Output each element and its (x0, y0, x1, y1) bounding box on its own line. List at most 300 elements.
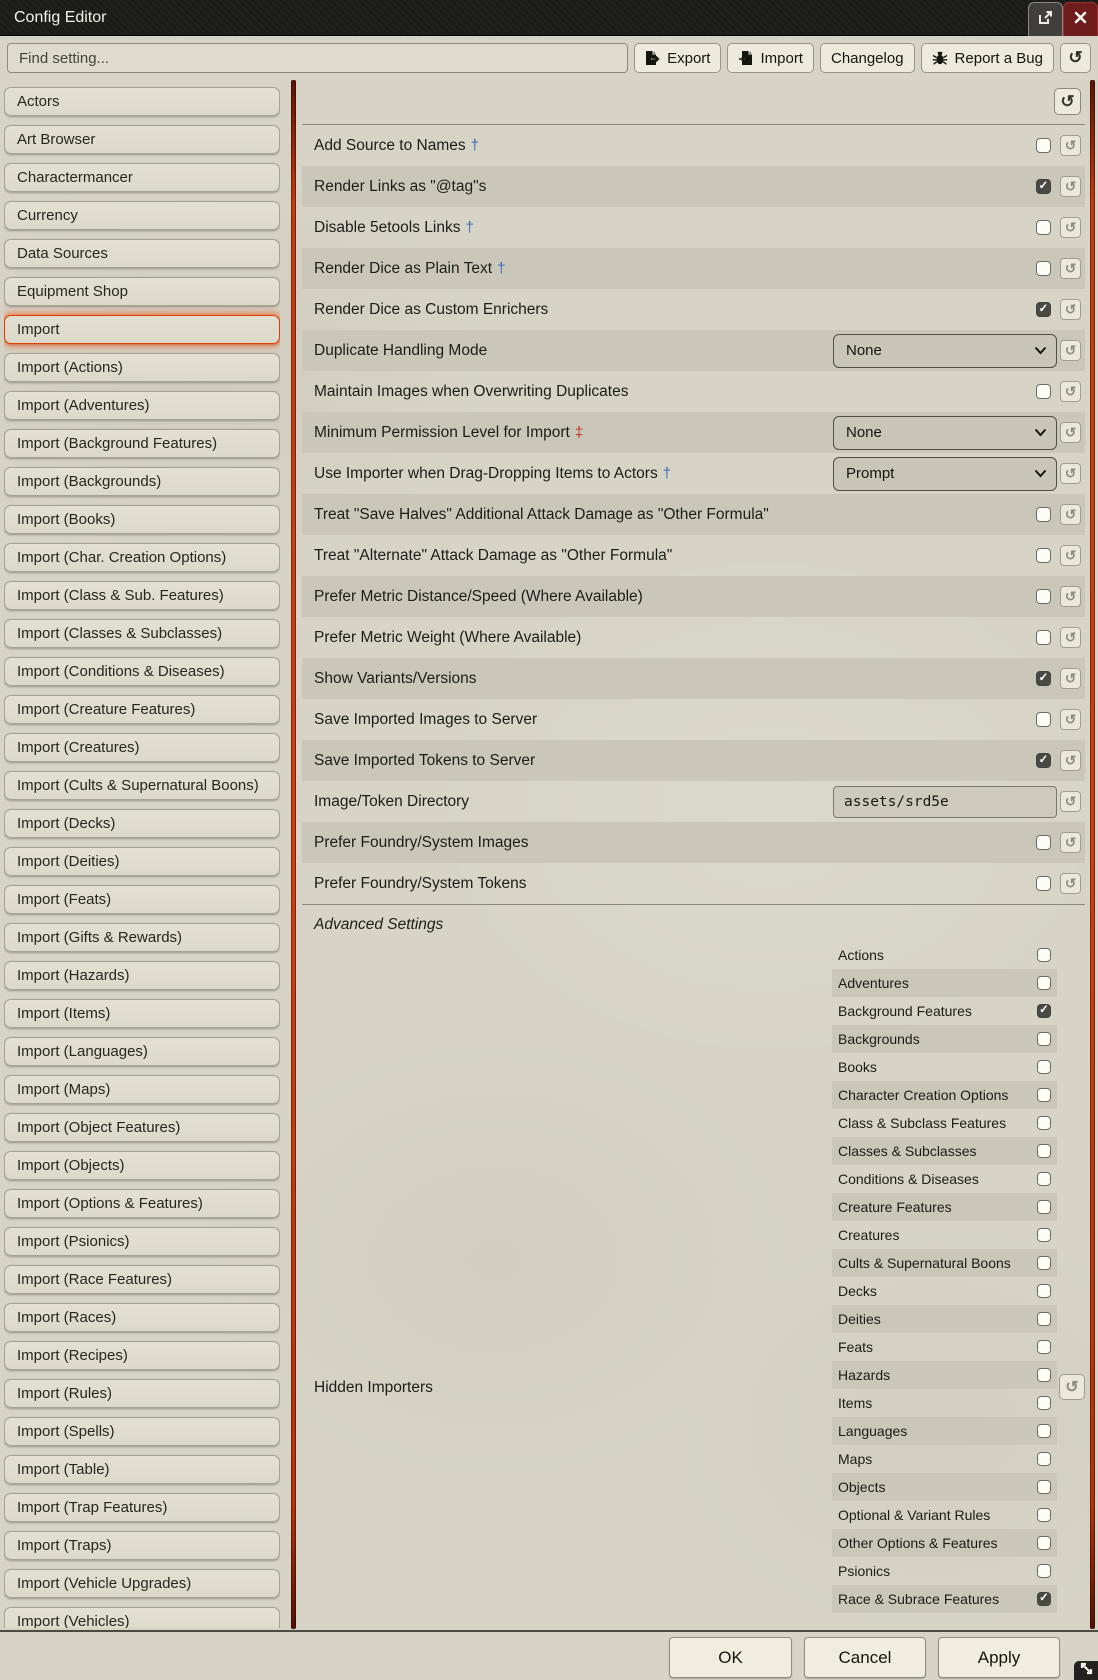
setting-label: Render Dice as Custom Enrichers (314, 300, 549, 318)
hidden-importer-row (832, 1585, 1057, 1613)
hidden-importer-checkbox[interactable] (1037, 1284, 1051, 1298)
undo-icon: ↺ (1065, 1379, 1079, 1396)
sidebar-category-item[interactable] (4, 1189, 280, 1218)
setting-control (833, 416, 1085, 450)
hidden-importer-row (832, 1025, 1057, 1053)
hidden-importer-label: Hazards (838, 1367, 891, 1383)
setting-checkbox[interactable] (1036, 261, 1051, 276)
setting-label: Save Imported Images to Server (314, 710, 538, 728)
hidden-importer-checkbox[interactable] (1037, 1452, 1051, 1466)
sidebar-category-label: Art Browser (17, 131, 96, 148)
hidden-importer-row (832, 1277, 1057, 1305)
setting-select[interactable] (833, 457, 1057, 491)
sidebar-category-label: Import (Spells) (17, 1423, 115, 1440)
sidebar-category-item[interactable] (4, 429, 280, 458)
hidden-importer-checkbox[interactable] (1037, 1172, 1051, 1186)
hidden-importer-label: Languages (838, 1423, 908, 1439)
chevron-down-icon (1034, 465, 1047, 482)
hidden-importer-label: Cults & Supernatural Boons (838, 1255, 1011, 1271)
setting-checkbox[interactable] (1036, 302, 1051, 317)
sidebar-category-item[interactable] (4, 885, 280, 914)
sidebar-category-item[interactable] (4, 1303, 280, 1332)
setting-control (833, 786, 1085, 818)
reset-hidden-importers-button[interactable] (1059, 1374, 1085, 1400)
hidden-importer-checkbox[interactable] (1037, 1368, 1051, 1382)
setting-row (302, 863, 1085, 904)
hidden-importer-checkbox[interactable] (1037, 948, 1051, 962)
sidebar-category-label: Import (Class & Sub. Features) (17, 587, 224, 604)
setting-label: Image/Token Directory (314, 792, 470, 810)
sidebar-category-label: Import (Options & Features) (17, 1195, 203, 1212)
hidden-importer-checkbox[interactable] (1037, 1396, 1051, 1410)
reset-setting-button[interactable]: ↺ (1060, 340, 1081, 361)
setting-row (302, 453, 1085, 494)
hidden-importer-checkbox[interactable] (1037, 1536, 1051, 1550)
hidden-importer-label: Deities (838, 1311, 881, 1327)
setting-text-input[interactable]: assets/srd5e (833, 786, 1057, 818)
sidebar-category-item[interactable] (4, 1037, 280, 1066)
sidebar-category-label: Import (Items) (17, 1005, 111, 1022)
setting-label: Prefer Metric Distance/Speed (Where Available) (314, 587, 643, 605)
hidden-importer-row (832, 1529, 1057, 1557)
sidebar-category-item[interactable] (4, 809, 280, 838)
setting-row (302, 125, 1085, 166)
hidden-importer-checkbox[interactable] (1037, 1508, 1051, 1522)
setting-control (1036, 135, 1085, 156)
setting-row (302, 248, 1085, 289)
hidden-importer-checkbox[interactable] (1037, 1004, 1051, 1018)
setting-checkbox[interactable] (1036, 589, 1051, 604)
sidebar-category-item[interactable] (4, 1265, 280, 1294)
sidebar-category-label: Import (Backgrounds) (17, 473, 162, 490)
hidden-importer-checkbox[interactable] (1037, 1200, 1051, 1214)
reset-setting-button[interactable]: ↺ (1060, 586, 1081, 607)
sidebar-category-item[interactable] (4, 1607, 280, 1628)
setting-select[interactable] (833, 334, 1057, 368)
sidebar-category-item[interactable] (4, 1075, 280, 1104)
footnote-double-dagger-icon: ‡ (574, 423, 584, 441)
changelog-button[interactable] (820, 43, 915, 73)
setting-checkbox[interactable] (1036, 179, 1051, 194)
sidebar-category-label: Import (Deities) (17, 853, 120, 870)
sidebar-category-label: Import (Cults & Supernatural Boons) (17, 777, 259, 794)
hidden-importers-label: Hidden Importers (314, 1379, 433, 1396)
sidebar-category-item[interactable] (4, 163, 280, 192)
footer-divider (0, 1630, 1098, 1632)
setting-checkbox[interactable] (1036, 138, 1051, 153)
sidebar-category-label: Data Sources (17, 245, 108, 262)
sidebar-category-label: Import (Decks) (17, 815, 116, 832)
footnote-dagger-icon: † (465, 218, 474, 236)
hidden-importer-checkbox[interactable] (1037, 1116, 1051, 1130)
reset-setting-button[interactable]: ↺ (1060, 422, 1081, 443)
setting-row (302, 822, 1085, 863)
window-resize-handle[interactable] (1074, 1661, 1098, 1680)
setting-label: Disable 5etools Links † (314, 218, 474, 236)
bug-icon (932, 50, 948, 66)
sidebar-category-item[interactable] (4, 771, 280, 800)
sidebar-category-item[interactable] (4, 999, 280, 1028)
setting-control (833, 457, 1085, 491)
setting-control (1036, 832, 1085, 853)
advanced-settings-heading: Advanced Settings (314, 916, 444, 933)
hidden-importers-list (832, 941, 1057, 1613)
setting-label: Render Links as "@tag"s (314, 177, 487, 195)
hidden-importer-checkbox[interactable] (1037, 1312, 1051, 1326)
hidden-importer-row (832, 1417, 1057, 1445)
window-titlebar[interactable] (0, 0, 1098, 36)
sidebar-category-label: Import (Adventures) (17, 397, 150, 414)
sidebar-category-label: Import (Conditions & Diseases) (17, 663, 225, 680)
sidebar-category-label: Import (Char. Creation Options) (17, 549, 227, 566)
setting-label: Prefer Foundry/System Images (314, 833, 529, 851)
hidden-importer-row (832, 1361, 1057, 1389)
footnote-dagger-icon: † (470, 136, 479, 154)
sidebar-category-label: Import (Classes & Subclasses) (17, 625, 223, 642)
setting-row (302, 371, 1085, 412)
hidden-importer-label: Other Options & Features (838, 1535, 998, 1551)
setting-checkbox[interactable] (1036, 671, 1051, 686)
setting-row (302, 166, 1085, 207)
setting-row (302, 740, 1085, 781)
footnote-dagger-icon: † (497, 259, 506, 277)
setting-checkbox[interactable] (1036, 220, 1051, 235)
setting-select[interactable] (833, 416, 1057, 450)
sidebar-category-label: Import (Psionics) (17, 1233, 130, 1250)
setting-control (1036, 258, 1085, 279)
hidden-importer-row (832, 1249, 1057, 1277)
sidebar-category-label: Charactermancer (17, 169, 133, 186)
panel-header-row (302, 80, 1085, 124)
sidebar-category-item[interactable] (4, 581, 280, 610)
hidden-importer-row (832, 997, 1057, 1025)
popout-button[interactable] (1028, 2, 1063, 36)
hidden-importer-label: Race & Subrace Features (838, 1591, 1000, 1607)
hidden-importer-row (832, 1081, 1057, 1109)
setting-checkbox[interactable] (1036, 384, 1051, 399)
setting-label: Prefer Foundry/System Tokens (314, 874, 527, 892)
hidden-importer-checkbox[interactable] (1037, 1228, 1051, 1242)
select-value: Prompt (846, 465, 895, 482)
hidden-importer-row (832, 1221, 1057, 1249)
setting-checkbox[interactable] (1036, 507, 1051, 522)
setting-control (1036, 299, 1085, 320)
reset-setting-button[interactable]: ↺ (1060, 135, 1081, 156)
sidebar-category-item[interactable] (4, 695, 280, 724)
hidden-importer-checkbox[interactable] (1037, 976, 1051, 990)
setting-label: Maintain Images when Overwriting Duplicates (314, 382, 629, 400)
setting-row (302, 494, 1085, 535)
sidebar-category-item[interactable] (4, 1151, 280, 1180)
hidden-importer-label: Conditions & Diseases (838, 1171, 979, 1187)
setting-control (1036, 545, 1085, 566)
file-import-icon (738, 50, 753, 66)
sidebar-category-label: Import (Books) (17, 511, 116, 528)
sidebar-category-item[interactable] (4, 1379, 280, 1408)
sidebar-category-label: Import (17, 321, 60, 338)
setting-label: Use Importer when Drag-Dropping Items to Actors † (314, 464, 672, 482)
sidebar-category-label: Import (Race Features) (17, 1271, 173, 1288)
hidden-importer-label: Class & Subclass Features (838, 1115, 1007, 1131)
hidden-importer-label: Maps (838, 1451, 873, 1467)
reset-setting-button[interactable]: ↺ (1060, 504, 1081, 525)
setting-control (1036, 627, 1085, 648)
footnote-dagger-icon: † (662, 464, 672, 482)
sidebar-category-label: Import (Maps) (17, 1081, 111, 1098)
setting-label: Prefer Metric Weight (Where Available) (314, 628, 582, 646)
sidebar-category-item[interactable] (4, 125, 280, 154)
hidden-importer-label: Feats (838, 1339, 874, 1355)
hidden-importer-row (832, 941, 1057, 969)
hidden-importer-label: Books (838, 1059, 877, 1075)
hidden-importer-label: Decks (838, 1283, 877, 1299)
setting-control (833, 334, 1085, 368)
sidebar-category-item[interactable] (4, 1417, 280, 1446)
setting-label: Add Source to Names † (314, 136, 479, 154)
hidden-importer-label: Optional & Variant Rules (838, 1507, 991, 1523)
sidebar-category-item[interactable] (4, 923, 280, 952)
settings-panel (302, 80, 1085, 1629)
setting-row (302, 699, 1085, 740)
sidebar-category-label: Import (Creature Features) (17, 701, 196, 718)
setting-control (1036, 381, 1085, 402)
reset-setting-button[interactable]: ↺ (1060, 381, 1081, 402)
hidden-importer-checkbox[interactable] (1037, 1088, 1051, 1102)
sidebar-category-label: Import (Background Features) (17, 435, 218, 452)
window-title: Config Editor (14, 8, 107, 26)
reset-setting-button[interactable]: ↺ (1060, 709, 1081, 730)
setting-control (1036, 668, 1085, 689)
setting-checkbox[interactable] (1036, 753, 1051, 768)
footer (0, 1637, 1098, 1680)
setting-label: Show Variants/Versions (314, 669, 477, 687)
sidebar-category-label: Import (Languages) (17, 1043, 148, 1060)
hidden-importer-row (832, 1165, 1057, 1193)
sidebar-category-item[interactable] (4, 657, 280, 686)
hidden-importer-label: Background Features (838, 1003, 972, 1019)
toolbar (0, 36, 1098, 80)
toolbar-reset-button[interactable] (1060, 43, 1091, 73)
setting-row (302, 330, 1085, 371)
close-button[interactable] (1063, 2, 1098, 36)
reset-setting-button[interactable]: ↺ (1060, 217, 1081, 238)
sidebar-category-item[interactable] (4, 543, 280, 572)
setting-label: Treat "Save Halves" Additional Attack Damage as "Other Formula" (314, 505, 769, 523)
hidden-importer-label: Adventures (838, 975, 909, 991)
sidebar-category-item[interactable] (4, 1227, 280, 1256)
reset-setting-button[interactable]: ↺ (1060, 299, 1081, 320)
hidden-importer-row (832, 1053, 1057, 1081)
sidebar-category-item[interactable] (4, 315, 280, 344)
hidden-importer-checkbox[interactable] (1037, 1144, 1051, 1158)
setting-control (1036, 586, 1085, 607)
sidebar-category-label: Import (Actions) (17, 359, 123, 376)
resize-diagonal-icon (1080, 1662, 1093, 1680)
hidden-importer-checkbox[interactable] (1037, 1564, 1051, 1578)
setting-control (1036, 176, 1085, 197)
setting-label: Treat "Alternate" Attack Damage as "Other Formula" (314, 546, 673, 564)
select-value: None (846, 424, 882, 441)
sidebar-category-item[interactable] (4, 1455, 280, 1484)
reset-setting-button[interactable]: ↺ (1060, 791, 1081, 812)
export-button[interactable] (634, 43, 721, 73)
sidebar-category-label: Import (Table) (17, 1461, 110, 1478)
settings-rows (302, 125, 1085, 904)
sidebar-category-item[interactable] (4, 961, 280, 990)
setting-label: Minimum Permission Level for Import ‡ (314, 423, 584, 441)
export-label: Export (667, 49, 711, 67)
reset-setting-button[interactable]: ↺ (1060, 545, 1081, 566)
ok-button[interactable]: OK (669, 1637, 792, 1678)
hidden-importer-label: Character Creation Options (838, 1087, 1009, 1103)
changelog-label: Changelog (830, 49, 904, 67)
setting-row (302, 535, 1085, 576)
hidden-importer-row (832, 1109, 1057, 1137)
hidden-importer-row (832, 969, 1057, 997)
reset-setting-button[interactable]: ↺ (1060, 258, 1081, 279)
hidden-importer-label: Backgrounds (838, 1031, 920, 1047)
setting-checkbox[interactable] (1036, 876, 1051, 891)
popout-icon (1037, 9, 1054, 31)
sidebar-category-item[interactable] (4, 201, 280, 230)
sidebar-category-label: Import (Trap Features) (17, 1499, 168, 1516)
setting-control (1036, 504, 1085, 525)
hidden-importer-row (832, 1501, 1057, 1529)
hidden-importer-checkbox[interactable] (1037, 1424, 1051, 1438)
sidebar-category-item[interactable] (4, 1341, 280, 1370)
sidebar-category-item[interactable] (4, 1531, 280, 1560)
sidebar-category-item[interactable] (4, 277, 280, 306)
setting-row (302, 207, 1085, 248)
hidden-importer-row (832, 1193, 1057, 1221)
hidden-importer-checkbox[interactable] (1037, 1060, 1051, 1074)
reset-setting-button[interactable]: ↺ (1060, 627, 1081, 648)
setting-label: Render Dice as Plain Text † (314, 259, 506, 277)
sidebar-category-item[interactable] (4, 391, 280, 420)
setting-checkbox[interactable] (1036, 630, 1051, 645)
undo-icon: ↺ (1068, 48, 1083, 67)
hidden-importer-label: Actions (838, 947, 884, 963)
chevron-down-icon (1034, 342, 1047, 359)
cancel-button[interactable]: Cancel (804, 1637, 926, 1678)
setting-label: Save Imported Tokens to Server (314, 751, 536, 769)
sidebar-category-item[interactable] (4, 733, 280, 762)
sidebar-category-label: Import (Object Features) (17, 1119, 181, 1136)
hidden-importer-row (832, 1473, 1057, 1501)
hidden-importer-row (832, 1557, 1057, 1585)
sidebar-category-item[interactable] (4, 1569, 280, 1598)
sidebar-category-label: Equipment Shop (17, 283, 128, 300)
select-value: None (846, 342, 882, 359)
reset-setting-button[interactable]: ↺ (1060, 873, 1081, 894)
setting-label: Duplicate Handling Mode (314, 341, 488, 359)
reset-setting-button[interactable]: ↺ (1060, 750, 1081, 771)
hidden-importer-checkbox[interactable] (1037, 1032, 1051, 1046)
sidebar-category-item[interactable] (4, 1493, 280, 1522)
hidden-importer-checkbox[interactable] (1037, 1592, 1051, 1606)
setting-checkbox[interactable] (1036, 835, 1051, 850)
sidebar-category-label: Import (Gifts & Rewards) (17, 929, 183, 946)
content-right-border (1090, 80, 1095, 1629)
setting-checkbox[interactable] (1036, 548, 1051, 563)
setting-checkbox[interactable] (1036, 712, 1051, 727)
setting-control (1036, 709, 1085, 730)
settings-category-sidebar (4, 87, 280, 1628)
reset-setting-button[interactable]: ↺ (1060, 832, 1081, 853)
hidden-importer-label: Creature Features (838, 1199, 952, 1215)
sidebar-category-item[interactable] (4, 1113, 280, 1142)
hidden-importer-checkbox[interactable] (1037, 1340, 1051, 1354)
setting-row (302, 617, 1085, 658)
setting-control (1036, 873, 1085, 894)
hidden-importer-label: Items (838, 1395, 873, 1411)
hidden-importer-label: Objects (838, 1479, 886, 1495)
sidebar-category-label: Import (Feats) (17, 891, 112, 908)
hidden-importer-checkbox[interactable] (1037, 1480, 1051, 1494)
reset-all-button[interactable] (1054, 88, 1081, 115)
setting-row (302, 289, 1085, 330)
report-bug-label: Report a Bug (954, 49, 1043, 67)
hidden-importer-row (832, 1333, 1057, 1361)
sidebar-category-item[interactable] (4, 239, 280, 268)
search-input[interactable] (7, 43, 628, 73)
sidebar-category-label: Import (Rules) (17, 1385, 113, 1402)
sidebar-category-label: Actors (17, 93, 60, 110)
sidebar-category-label: Import (Hazards) (17, 967, 130, 984)
setting-row (302, 658, 1085, 699)
chevron-down-icon (1034, 424, 1047, 441)
file-export-icon (645, 50, 660, 66)
sidebar-category-label: Currency (17, 207, 78, 224)
close-icon (1074, 11, 1087, 29)
sidebar-category-label: Import (Races) (17, 1309, 117, 1326)
report-bug-button[interactable] (921, 43, 1054, 73)
sidebar-category-item[interactable] (4, 353, 280, 382)
hidden-importer-label: Classes & Subclasses (838, 1143, 977, 1159)
import-label: Import (760, 49, 803, 67)
hidden-importer-row (832, 1305, 1057, 1333)
reset-setting-button[interactable]: ↺ (1060, 668, 1081, 689)
sidebar-category-item[interactable] (4, 619, 280, 648)
content-left-border (291, 80, 296, 1629)
setting-row (302, 781, 1085, 822)
setting-control (1036, 217, 1085, 238)
sidebar-category-label: Import (Traps) (17, 1537, 112, 1554)
sidebar-category-item[interactable] (4, 467, 280, 496)
sidebar-category-label: Import (Creatures) (17, 739, 140, 756)
apply-button[interactable]: Apply (938, 1637, 1060, 1678)
sidebar-category-label: Import (Vehicle Upgrades) (17, 1575, 192, 1592)
sidebar-category-item[interactable] (4, 847, 280, 876)
setting-row (302, 576, 1085, 617)
setting-control (1036, 750, 1085, 771)
reset-setting-button[interactable]: ↺ (1060, 463, 1081, 484)
hidden-importer-row (832, 1445, 1057, 1473)
hidden-importer-label: Creatures (838, 1227, 900, 1243)
hidden-importer-row (832, 1389, 1057, 1417)
hidden-importer-label: Psionics (838, 1563, 891, 1579)
setting-row (302, 412, 1085, 453)
sidebar-category-item[interactable] (4, 87, 280, 116)
hidden-importer-row (832, 1137, 1057, 1165)
hidden-importers-section (302, 941, 1085, 1613)
sidebar-category-label: Import (Vehicles) (17, 1613, 130, 1628)
sidebar-category-label: Import (Objects) (17, 1157, 125, 1174)
sidebar-category-item[interactable] (4, 505, 280, 534)
hidden-importer-checkbox[interactable] (1037, 1256, 1051, 1270)
import-button[interactable] (727, 43, 814, 73)
reset-setting-button[interactable]: ↺ (1060, 176, 1081, 197)
